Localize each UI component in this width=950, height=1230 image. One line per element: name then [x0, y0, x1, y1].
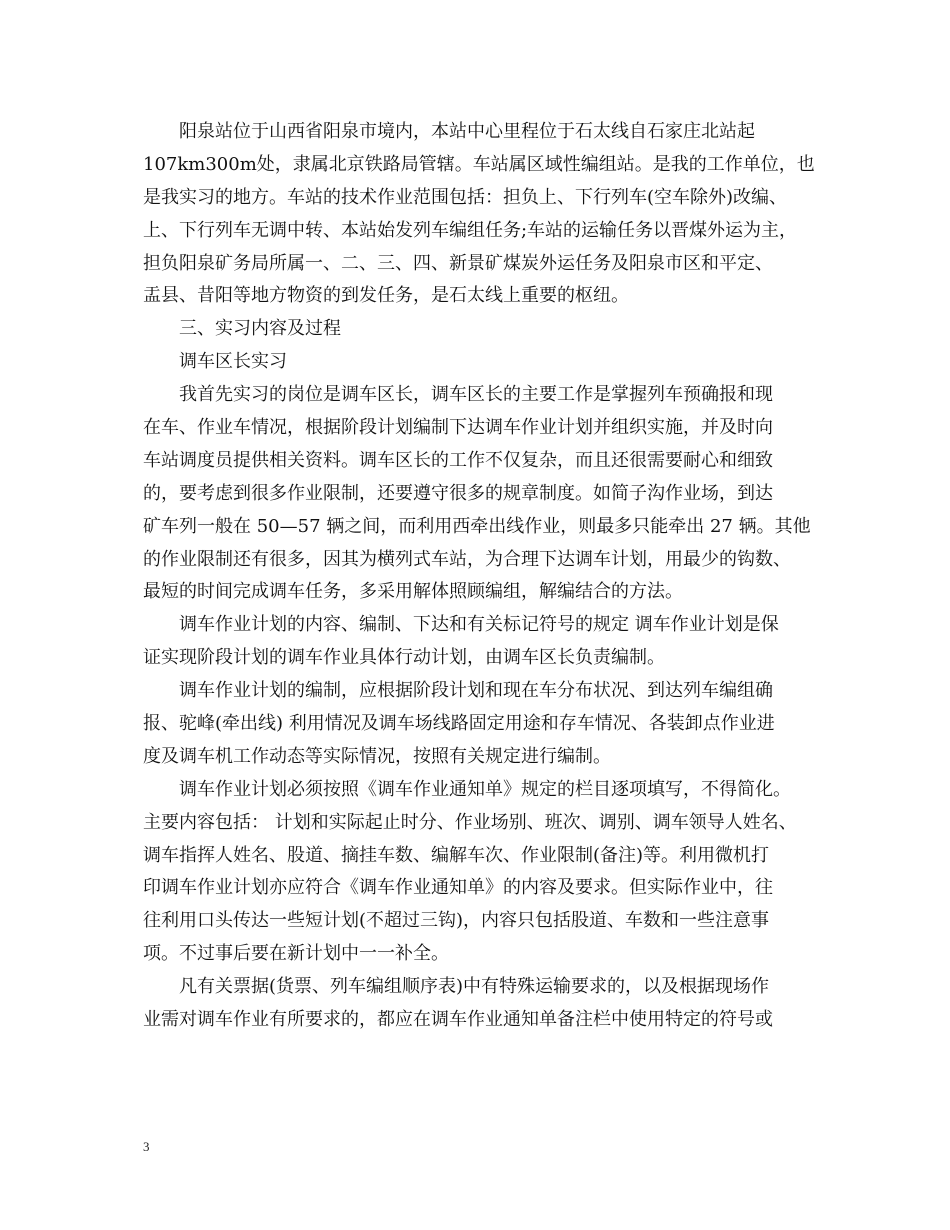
text-line: 项。不过事后要在新计划中一一补全。	[143, 943, 449, 965]
text-line: 我首先实习的岗位是调车区长，调车区长的主要工作是掌握列车预确报和现	[179, 384, 773, 406]
text-line: 107km300m处，隶属北京铁路局管辖。车站属区域性编组站。是我的工作单位，也	[143, 153, 815, 175]
text-line: 阳泉站位于山西省阳泉市境内，本站中心里程位于石太线自石家庄北站起	[179, 121, 755, 142]
text-line: 矿车列一般在 50—57 辆之间，而利用西牵出线作业，则最多只能牵出 27 辆。其他	[143, 515, 811, 537]
text-line: 往利用口头传达一些短计划(不超过三钩)，内容只包括股道、车数和一些注意事	[143, 910, 770, 932]
text-line: 的，要考虑到很多作业限制，还要遵守很多的规章制度。如简子沟作业场，到达	[143, 482, 773, 504]
text-line: 调车作业计划的内容、编制、下达和有关标记符号的规定 调车作业计划是保	[179, 614, 779, 636]
text-line: 三、实习内容及过程	[179, 318, 341, 340]
text-line: 车站调度员提供相关资料。调车区长的工作不仅复杂，而且还很需要耐心和细致	[143, 449, 773, 471]
text-line: 主要内容包括： 计划和实际起止时分、作业场别、班次、调别、调车领导人姓名、	[143, 811, 797, 833]
text-line: 调车作业计划必须按照《调车作业通知单》规定的栏目逐项填写，不得简化。	[179, 778, 791, 800]
text-line: 度及调车机工作动态等实际情况，按照有关规定进行编制。	[143, 745, 611, 767]
text-line: 在车、作业车情况，根据阶段计划编制下达调车作业计划并组织实施，并及时向	[143, 417, 773, 439]
text-line: 报、驼峰(牵出线) 利用情况及调车场线路固定用途和存车情况、各装卸点作业进	[143, 713, 775, 735]
document-body	[143, 116, 815, 1037]
text-line: 业需对调车作业有所要求的，都应在调车作业通知单备注栏中使用特定的符号或	[143, 1009, 773, 1031]
text-line: 上、下行列车无调中转、本站始发列车编组任务;车站的运输任务以晋煤外运为主，	[143, 219, 798, 241]
text-line: 调车作业计划的编制，应根据阶段计划和现在车分布状况、到达列车编组确	[179, 680, 773, 702]
text-line: 最短的时间完成调车任务，多采用解体照顾编组，解编结合的方法。	[143, 581, 683, 603]
text-line: 凡有关票据(货票、列车编组顺序表)中有特殊运输要求的，以及根据现场作	[179, 976, 770, 998]
text-line: 调车指挥人姓名、股道、摘挂车数、编解车次、作业限制(备注)等。利用微机打	[143, 844, 770, 866]
text-line: 是我实习的地方。车站的技术作业范围包括：担负上、下行列车(空车除外)改编、	[143, 186, 788, 208]
text-line: 担负阳泉矿务局所属一、二、三、四、新景矿煤炭外运任务及阳泉市区和平定、	[143, 252, 773, 274]
text-line: 盂县、昔阳等地方物资的到发任务，是石太线上重要的枢纽。	[143, 285, 629, 307]
page-number: 3	[143, 1139, 150, 1154]
text-line: 印调车作业计划亦应符合《调车作业通知单》的内容及要求。但实际作业中，往	[143, 877, 773, 899]
text-line: 证实现阶段计划的调车作业具体行动计划，由调车区长负责编制。	[143, 647, 665, 669]
text-line: 调车区长实习	[179, 351, 287, 373]
text-line: 的作业限制还有很多，因其为横列式车站，为合理下达调车计划，用最少的钩数、	[143, 548, 791, 570]
